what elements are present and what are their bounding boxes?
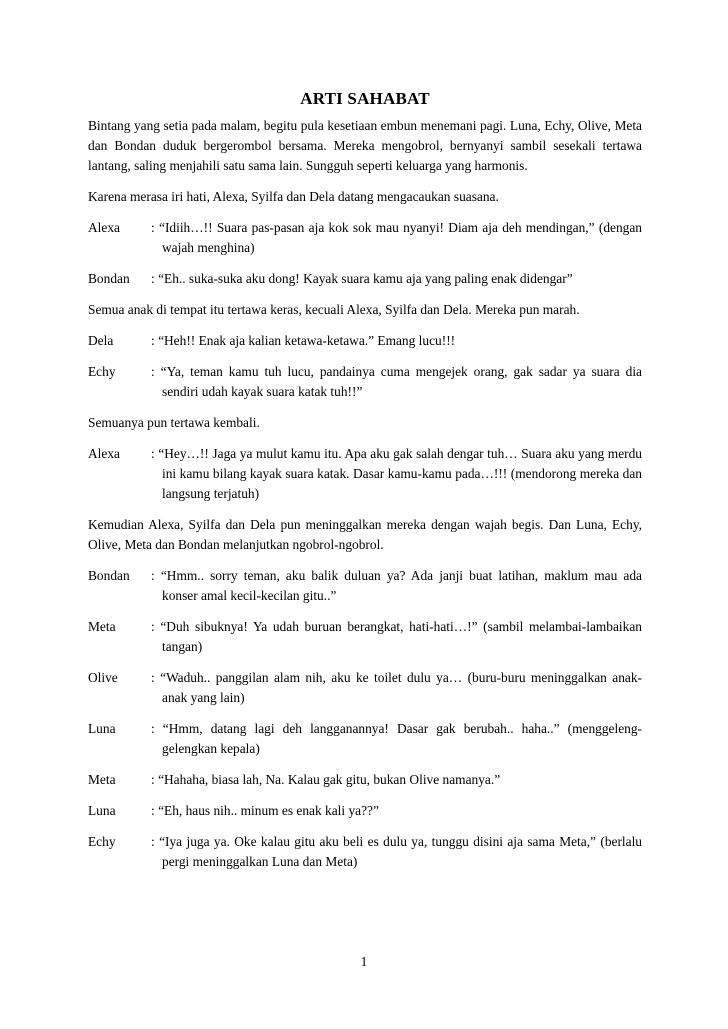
speaker-name: Echy bbox=[88, 364, 116, 379]
dialogue-line bbox=[88, 566, 642, 606]
dialogue-line bbox=[88, 444, 642, 504]
dialogue-line bbox=[88, 362, 642, 402]
speaker-name: Alexa bbox=[88, 446, 120, 461]
speaker-name: Echy bbox=[88, 834, 116, 849]
dialogue-line bbox=[88, 331, 642, 351]
dialogue-text: : “Waduh.. panggilan alam nih, aku ke toilet dulu ya… (buru-buru meninggalkan anak-anak yang lain) bbox=[151, 670, 642, 705]
dialogue-text: : “Hmm.. sorry teman, aku balik duluan ya? Ada janji buat latihan, maklum mau ada konser amal kecil-kecilan gitu..” bbox=[151, 568, 642, 603]
speaker-name: Dela bbox=[88, 333, 114, 348]
narration-paragraph: Kemudian Alexa, Syilfa dan Dela pun meninggalkan mereka dengan wajah begis. Dan Luna, Echy, Olive, Meta dan Bondan melanjutkan ngobrol-ngobrol. bbox=[88, 517, 642, 552]
dialogue-line bbox=[88, 770, 642, 790]
dialogue-line bbox=[88, 832, 642, 872]
dialogue-text: : “Hmm, datang lagi deh langganannya! Dasar gak berubah.. haha..” (menggeleng-gelengkan kepala) bbox=[151, 721, 642, 756]
dialogue-line bbox=[88, 218, 642, 258]
speaker-name: Luna bbox=[88, 721, 116, 736]
speaker-name: Meta bbox=[88, 772, 116, 787]
dialogue-text: : “Duh sibuknya! Ya udah buruan berangkat, hati-hati…!” (sambil melambai-lambaikan tangan) bbox=[151, 619, 642, 654]
document-page bbox=[88, 88, 642, 883]
dialogue-text: : “Eh, haus nih.. minum es enak kali ya??” bbox=[151, 803, 379, 818]
dialogue-text: : “Eh.. suka-suka aku dong! Kayak suara kamu aja yang paling enak didengar” bbox=[151, 271, 573, 286]
intro-paragraph: Bintang yang setia pada malam, begitu pula kesetiaan embun menemani pagi. Luna, Echy, Olive, Meta dan Bondan duduk bergerombol bersama. Mereka mengobrol, bernyanyi sambil sesekali tertawa lantang, saling menjahili satu sama lain. Sungguh seperti keluarga yang harmonis. bbox=[88, 118, 642, 173]
dialogue-text: : “Hey…!! Jaga ya mulut kamu itu. Apa aku gak salah dengar tuh… Suara aku yang merdu ini kamu bilang kayak suara katak. Dasar kamu-kamu pada…!!! (mendorong mereka dan langsung terjatuh) bbox=[151, 446, 642, 501]
narration-paragraph: Semuanya pun tertawa kembali. bbox=[88, 415, 260, 430]
speaker-name: Olive bbox=[88, 670, 118, 685]
speaker-name: Alexa bbox=[88, 220, 120, 235]
dialogue-text: : “Hahaha, biasa lah, Na. Kalau gak gitu, bukan Olive namanya.” bbox=[151, 772, 501, 787]
dialogue-text: : “Iya juga ya. Oke kalau gitu aku beli es dulu ya, tunggu disini aja sama Meta,” (berlalu pergi meninggalkan Luna dan Meta) bbox=[151, 834, 642, 869]
page-number: 1 bbox=[360, 954, 368, 969]
dialogue-text: : “Heh!! Enak aja kalian ketawa-ketawa.” Emang lucu!!! bbox=[151, 333, 456, 348]
dialogue-line bbox=[88, 617, 642, 657]
speaker-name: Meta bbox=[88, 619, 116, 634]
dialogue-line bbox=[88, 668, 642, 708]
document-title: ARTI SAHABAT bbox=[300, 89, 430, 108]
dialogue-line bbox=[88, 719, 642, 759]
dialogue-text: : “Idiih…!! Suara pas-pasan aja kok sok mau nyanyi! Diam aja deh mendingan,” (dengan wajah menghina) bbox=[151, 220, 642, 255]
speaker-name: Bondan bbox=[88, 271, 130, 286]
dialogue-text: : “Ya, teman kamu tuh lucu, pandainya cuma mengejek orang, gak sadar ya suara dia sendiri udah kayak suara katak tuh!!” bbox=[151, 364, 642, 399]
speaker-name: Bondan bbox=[88, 568, 130, 583]
speaker-name: Luna bbox=[88, 803, 116, 818]
narration-paragraph: Semua anak di tempat itu tertawa keras, kecuali Alexa, Syilfa dan Dela. Mereka pun marah. bbox=[88, 302, 580, 317]
dialogue-line bbox=[88, 269, 642, 289]
dialogue-line bbox=[88, 801, 642, 821]
narration-paragraph: Karena merasa iri hati, Alexa, Syilfa dan Dela datang mengacaukan suasana. bbox=[88, 189, 499, 204]
